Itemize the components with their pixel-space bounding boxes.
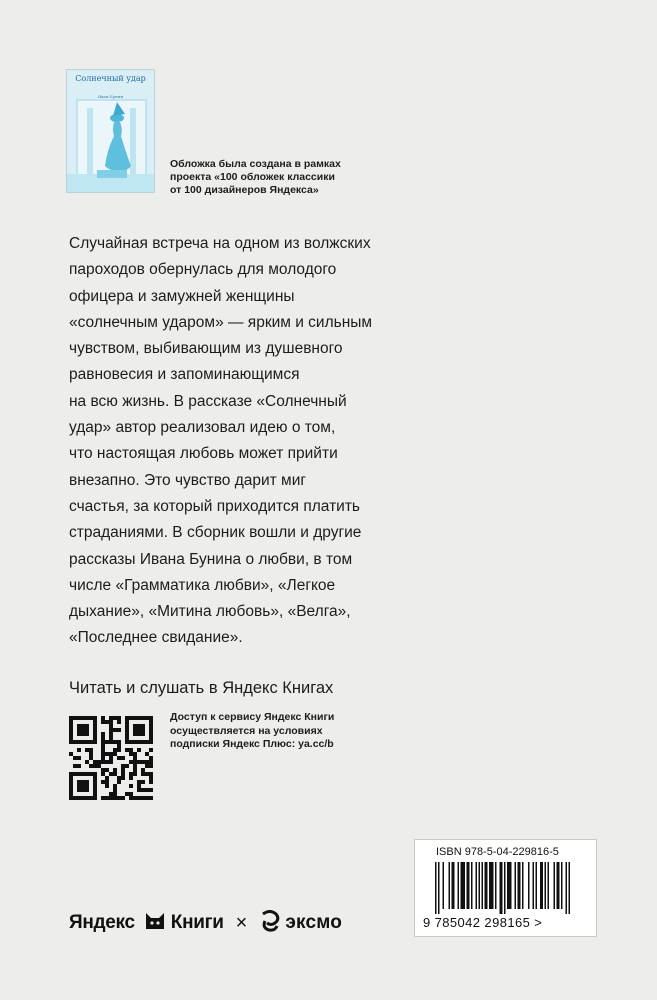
eksmo-logo-icon [259, 909, 281, 938]
cover-note-line: от 100 дизайнеров Яндекса» [170, 184, 319, 196]
annotation-line: Случайная встреча на одном из волжских [69, 235, 371, 252]
annotation-line: дыхание», «Митина любовь», «Велга», [69, 603, 351, 621]
barcode-digits: 9 785042 298165 > [423, 915, 543, 930]
publisher-logos [69, 908, 342, 938]
annotation-line: «солнечным ударом» — ярким и сильным [69, 313, 373, 331]
annotation-line: счастья, за который приходится платить [69, 497, 360, 515]
eksmo-logo-text: эксмо [285, 912, 343, 933]
barcode-bars [435, 862, 577, 914]
annotation-line: на всю жизнь. В рассказе «Солнечный [69, 392, 347, 410]
book-annotation [69, 231, 429, 652]
annotation-line: офицера и замужней женщины [69, 287, 295, 305]
mini-cover-author: Иван Бунин [97, 94, 124, 99]
cover-illustration [67, 70, 155, 193]
mini-cover-title: Солнечный удар [75, 74, 146, 83]
qr-code-image [69, 716, 153, 800]
knigi-logo-text: Книги [170, 912, 224, 933]
mini-cover-image [66, 69, 155, 193]
annotation-line: внезапно. Это чувство дарит миг [69, 471, 307, 489]
access-note-line: осуществляется на условиях [170, 724, 323, 737]
cover-credit-note [170, 158, 400, 197]
access-note [170, 711, 410, 752]
annotation-line: «Последнее свидание». [69, 629, 243, 647]
annotation-line: числе «Грамматика любви», «Легкое [69, 576, 336, 594]
isbn-label: ISBN 978-5-04-229816-5 [436, 846, 559, 858]
cat-icon [143, 909, 167, 938]
annotation-line: пароходов обернулась для молодого [69, 261, 337, 279]
annotation-line: равновесия и запоминающимся [69, 366, 300, 384]
qr-code[interactable] [69, 716, 153, 800]
isbn-barcode-block [414, 839, 597, 937]
annotation-line: удар» автор реализовал идею о том, [69, 419, 336, 437]
annotation-line: страданиями. В сборник вошли и другие [69, 524, 362, 542]
yandex-logo-text: Яндекс [69, 912, 135, 933]
annotation-line: рассказы Ивана Бунина о любви, в том [69, 550, 353, 568]
logo-separator: × [235, 911, 248, 934]
access-note-line: подписки Яндекс Плюс: ya.cc/b [170, 738, 334, 750]
annotation-line: чувством, выбивающим из душевного [69, 340, 343, 358]
read-listen-heading: Читать и слушать в Яндекс Книгах [69, 679, 334, 697]
cover-note-line: Обложка была создана в рамках [170, 158, 341, 170]
cover-note-line: проекта «100 обложек классики [170, 171, 335, 183]
access-note-line: Доступ к сервису Яндекс Книги [170, 711, 335, 723]
annotation-line: что настоящая любовь может прийти [69, 445, 338, 463]
